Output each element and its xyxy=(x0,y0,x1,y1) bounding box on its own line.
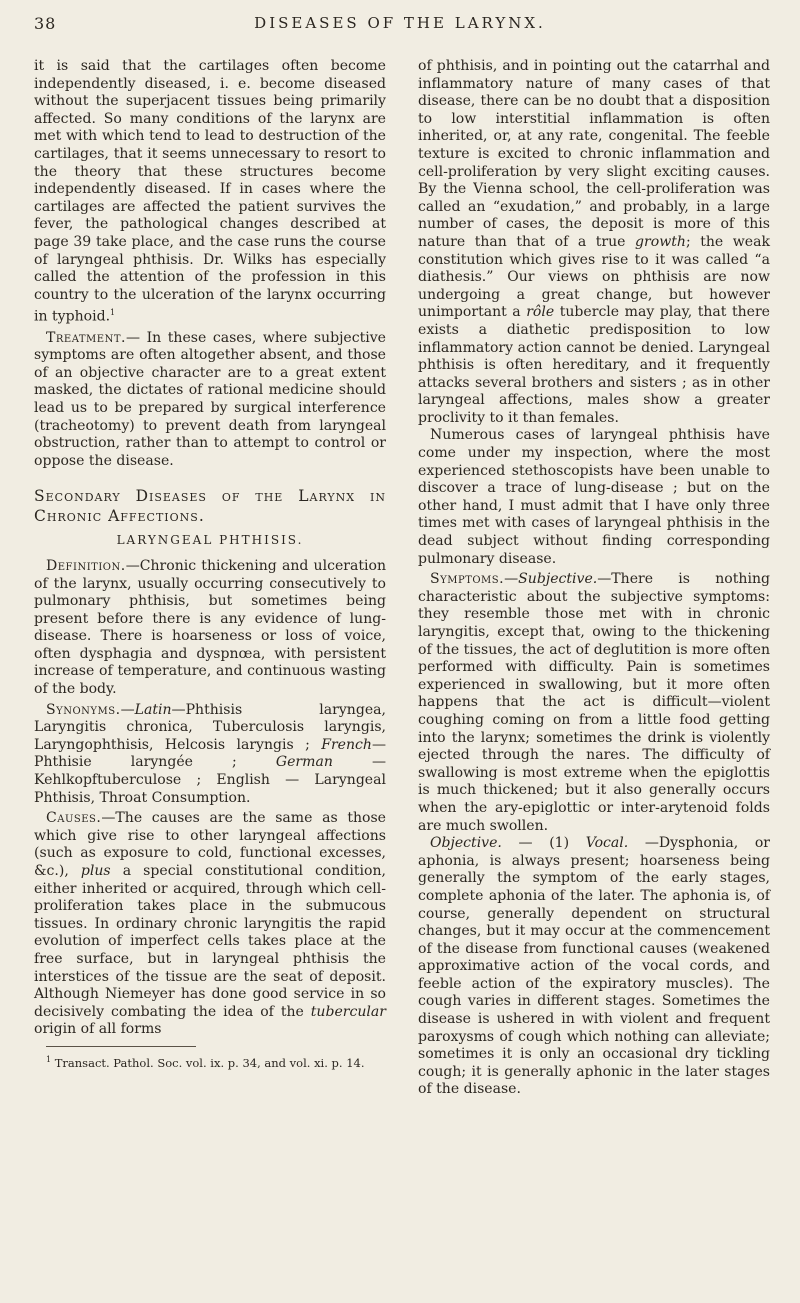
symptoms-heading: Symptoms. xyxy=(430,571,505,588)
left-column xyxy=(34,58,386,1070)
footnote-marker: 1 xyxy=(110,308,116,318)
right-column xyxy=(418,58,770,1099)
paragraph: Numerous cases of laryngeal phthisis have come under my inspection, where the most experienced stethoscopists have been unable to discover a trace of lung-disease ; but on the other hand, I must admit that I have only three times met with cases of laryngeal phthisis in the dead subject without finding corresponding pulmonary disease. xyxy=(418,427,770,567)
objective-paragraph: Objective. — (1) Vocal. —Dysphonia, or aphonia, is always present; hoarseness being generally the symptom of the early stages, complete aphonia of the later. The aphonia is, of course, generally dependent on structural changes, but it may occur at the commencement of the disease from functional causes (weakened approximative action of the vocal cords, and feeble action of the expiratory muscles). The cough varies in different stages. Sometimes the disease is ushered in with violent and frequent paroxysms of cough which nothing can alleviate; sometimes it is only an occasional dry tickling cough; it is generally aphonic in the later stages of the disease. xyxy=(418,835,770,1098)
footnote: $^1$ Transact. Pathol. Soc. vol. ix. p. 34, and vol. xi. p. 14. xyxy=(46,1054,365,1070)
treatment-heading: Treatment. xyxy=(46,329,126,346)
treatment-paragraph: Treatment.— In these cases, where subjective symptoms are often altogether absent, and those of an objective character are to a great extent masked, the dictates of rational medicine should lead us to be prepared by surgical interference (tracheotomy) to prevent death from laryngeal obstruction, rather than to attempt to control or oppose the disease. xyxy=(34,329,386,469)
footnote-divider xyxy=(46,1046,196,1047)
running-head: DISEASES OF THE LARYNX. xyxy=(254,14,546,32)
section-title: Secondary Diseases of the Larynx in Chronic Affections. xyxy=(34,487,386,526)
synonyms-paragraph: Synonyms.—Latin—Phthisis laryngea, Laryngitis chronica, Tuberculosis laryngis, Laryngophthisis, Helcosis laryngis ; French— Phthisie laryngée ; German — Kehlkopftuberculose ; English — Laryngeal Phthisis, Throat Consumption. xyxy=(34,701,387,806)
paragraph: of phthisis, and in pointing out the catarrhal and inflammatory nature of many cases of that disease, there can be no doubt that a disposition to low interstitial inflammation is often inherited, or, at any rate, congenital. The feeble texture is excited to chronic inflammation and cell-proliferation by very slight exciting causes. By the Vienna school, the cell-proliferation was called an “exudation,” and probably, in a large number of cases, the deposit is more of this nature than that of a true growth; the weak constitution which gives rise to it was called “a diathesis.” Our views on phthisis are now undergoing a great change, but however unimportant a rôle tubercle may play, that there exists a diathetic predisposition to low inflammatory action cannot be denied. Laryngeal phthisis is often hereditary, and it frequently attacks several brothers and sisters ; as in other laryngeal affections, males show a greater proclivity to it than females. xyxy=(418,58,771,426)
causes-paragraph: Causes.—The causes are the same as those which give rise to other laryngeal affections (such as exposure to cold, functional excesses, &c.), plus a special constitutional condition, either inherited or acquired, through which cell-proliferation takes place in the submucous tissues. In ordinary chronic laryngitis the rapid evolution of imperfect cells takes place at the free surface, but in laryngeal phthisis the interstices of the tissue are the seat of deposit. Although Niemeyer has done good service in so decisively combating the idea of the tubercular origin of all forms xyxy=(34,810,386,1038)
synonyms-heading: Synonyms. xyxy=(46,701,121,718)
subsection-title: LARYNGEAL PHTHISIS. xyxy=(116,533,304,548)
symptoms-paragraph: Symptoms.—Subjective.—There is nothing characteristic about the subjective symptoms: they resemble those met with in chronic laryngitis, except that, owing to the thickening of the tissues, the act of deglutition is more often performed with difficulty. Pain is sometimes experienced in swallowing, but it more often happens that the act is difficult—violent coughing coming on from a little food getting into the larynx; sometimes the drink is violently ejected through the nares. The difficulty of swallowing is most extreme when the epiglottis is much thickened; but it also generally occurs when the ary-epiglottic or inter-arytenoid folds are much swollen. xyxy=(418,571,770,834)
page-number: 38 xyxy=(34,14,57,33)
definition-paragraph: Definition.—Chronic thickening and ulceration of the larynx, usually occurring consecutively to pulmonary phthisis, but sometimes being present before there is any evidence of lung-disease. There is hoarseness or loss of voice, often dysphagia and dyspnœa, with persistent increase of temperature, and continuous wasting of the body. xyxy=(34,557,386,698)
paragraph: it is said that the cartilages often become independently diseased, i. e. become diseased without the superjacent tissues being primarily affected. So many conditions of the larynx are met with which tend to lead to destruction of the cartilages, that it seems unnecessary to resort to the theory that these structures become independently diseased. If in cases where the cartilages are affected the patient survives the fever, the pathological changes described at page 39 take place, and the case runs the course of laryngeal phthisis. Dr. Wilks has especially called the attention of the profession in this country to the ulceration of the larynx occurring in typhoid.$^1$ xyxy=(34,58,386,325)
definition-heading: Definition. xyxy=(46,557,126,574)
causes-heading: Causes. xyxy=(46,810,102,827)
